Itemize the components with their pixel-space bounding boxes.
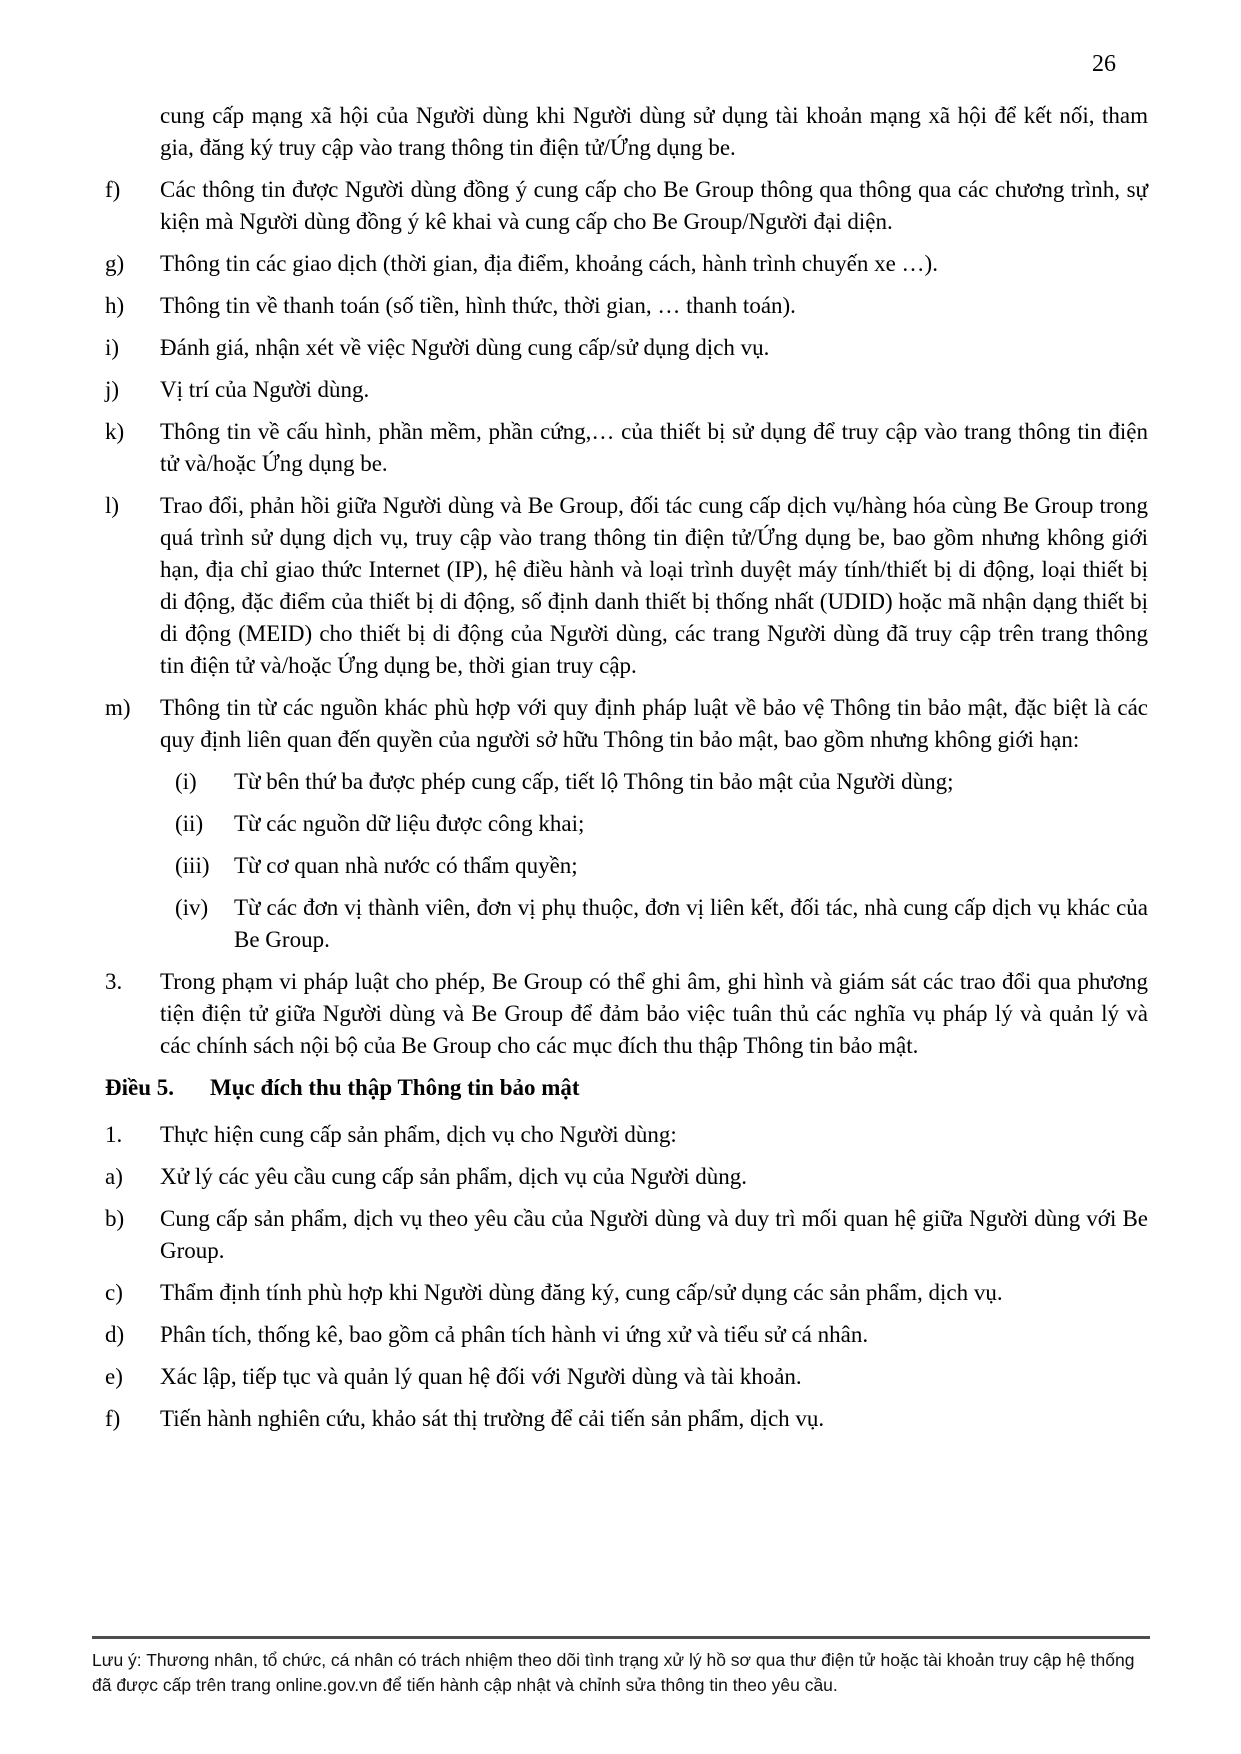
section-heading-label: Điều 5. [105, 1075, 174, 1100]
list-item-text: Trong phạm vi pháp luật cho phép, Be Group có thể ghi âm, ghi hình và giám sát các trao đổi qua phương tiện điện tử giữa Người dùng và Be Group để đảm bảo việc tuân thủ các nghĩa vụ pháp lý và quản lý và các chính sách nội bộ của Be Group cho các mục đích thu thập Thông tin bảo mật. [160, 969, 1148, 1058]
list-item-text: Trao đổi, phản hồi giữa Người dùng và Be Group, đối tác cung cấp dịch vụ/hàng hóa cùng Be Group trong quá trình sử dụng dịch vụ, truy cập vào trang thông tin điện tử/Ứng dụng be, bao gồm nhưng không giới hạn, địa chỉ giao thức Internet (IP), hệ điều hành và loại trình duyệt máy tính/thiết bị di động, loại thiết bị di động, đặc điểm của thiết bị di động, số định danh thiết bị thống nhất (UDID) hoặc mã nhận dạng thiết bị di động (MEID) cho thiết bị di động của Người dùng, các trang Người dùng đã truy cập trên trang thông tin điện tử và/hoặc Ứng dụng be, thời gian truy cập. [160, 493, 1148, 678]
list-item-text: Các thông tin được Người dùng đồng ý cung cấp cho Be Group thông qua thông qua các chương trình, sự kiện mà Người dùng đồng ý kê khai và cung cấp cho Be Group/Người đại diện. [160, 177, 1148, 234]
list-item-label: (iv) [175, 895, 209, 920]
list-item [105, 1119, 1148, 1151]
list-item [105, 1319, 1148, 1351]
section-heading-text: Mục đích thu thập Thông tin bảo mật [210, 1075, 580, 1100]
document-body [105, 100, 1148, 1445]
list-item [105, 174, 1148, 238]
section-heading [105, 1072, 1148, 1104]
list-item [105, 416, 1148, 480]
list-item [105, 1161, 1148, 1193]
list-item-label: i) [105, 335, 120, 360]
list-item-label: (ii) [175, 811, 204, 836]
list-item-label: c) [105, 1280, 123, 1305]
list-item-label: (iii) [175, 853, 210, 878]
list-item-text: Thực hiện cung cấp sản phẩm, dịch vụ cho Người dùng: [160, 1122, 677, 1147]
list-item-text: Xác lập, tiếp tục và quản lý quan hệ đối với Người dùng và tài khoản. [160, 1364, 802, 1389]
list-item [105, 1361, 1148, 1393]
list-item-label: 3. [105, 969, 123, 994]
list-item-text: Từ các nguồn dữ liệu được công khai; [234, 811, 585, 836]
list-item-text: Thẩm định tính phù hợp khi Người dùng đăng ký, cung cấp/sử dụng các sản phẩm, dịch vụ. [160, 1280, 1003, 1305]
list-item-label: (i) [175, 769, 197, 794]
list-item-text: Đánh giá, nhận xét về việc Người dùng cung cấp/sử dụng dịch vụ. [160, 335, 770, 360]
list-item-text: Từ cơ quan nhà nước có thẩm quyền; [234, 853, 578, 878]
list-item-label: 1. [105, 1122, 123, 1147]
list-item-text: cung cấp mạng xã hội của Người dùng khi Người dùng sử dụng tài khoản mạng xã hội để kết nối, tham gia, đăng ký truy cập vào trang thông tin điện tử/Ứng dụng be. [160, 103, 1148, 160]
list-item-label: k) [105, 419, 125, 444]
list-item-label: j) [105, 377, 120, 402]
list-item [105, 1203, 1148, 1267]
list-item [105, 290, 1148, 322]
list-item [105, 332, 1148, 364]
list-item-text: Tiến hành nghiên cứu, khảo sát thị trường để cải tiến sản phẩm, dịch vụ. [160, 1406, 825, 1431]
list-item [105, 692, 1148, 756]
list-item-text: Thông tin về thanh toán (số tiền, hình thức, thời gian, … thanh toán). [160, 293, 796, 318]
list-item-label: m) [105, 695, 131, 720]
list-item [105, 248, 1148, 280]
list-item-label: a) [105, 1164, 123, 1189]
list-item-label: b) [105, 1206, 125, 1231]
list-item-label: d) [105, 1322, 125, 1347]
list-item [105, 966, 1148, 1062]
list-item-label: l) [105, 493, 120, 518]
list-item-text: Cung cấp sản phẩm, dịch vụ theo yêu cầu của Người dùng và duy trì mối quan hệ giữa Người dùng với Be Group. [160, 1206, 1148, 1263]
list-item-label: e) [105, 1364, 123, 1389]
list-item-label: h) [105, 293, 125, 318]
paragraph-continuation [105, 100, 1148, 164]
list-item-text: Từ bên thứ ba được phép cung cấp, tiết lộ Thông tin bảo mật của Người dùng; [234, 769, 954, 794]
list-item-label: f) [105, 177, 121, 202]
list-item [105, 1403, 1148, 1435]
list-item-text: Thông tin từ các nguồn khác phù hợp với quy định pháp luật về bảo vệ Thông tin bảo mật, đặc biệt là các quy định liên quan đến quyền của người sở hữu Thông tin bảo mật, bao gồm nhưng không giới hạn: [160, 695, 1148, 752]
list-item-label: f) [105, 1406, 121, 1431]
page-footer [92, 1636, 1150, 1698]
list-item [105, 1277, 1148, 1309]
sub-list-item [175, 850, 1148, 882]
list-item-text: Thông tin các giao dịch (thời gian, địa điểm, khoảng cách, hành trình chuyến xe …). [160, 251, 938, 276]
list-item [105, 374, 1148, 406]
footer-note: Lưu ý: Thương nhân, tổ chức, cá nhân có trách nhiệm theo dõi tình trạng xử lý hồ sơ qua thư điện tử hoặc tài khoản truy cập hệ thống đã được cấp trên trang online.gov.vn để tiến hành cập nhật và chỉnh sửa thông tin theo yêu cầu. [92, 1650, 1135, 1695]
page-number: 26 [1092, 51, 1116, 77]
list-item-text: Thông tin về cấu hình, phần mềm, phần cứng,… của thiết bị sử dụng để truy cập vào trang thông tin điện tử và/hoặc Ứng dụng be. [160, 419, 1148, 476]
list-item-text: Xử lý các yêu cầu cung cấp sản phẩm, dịch vụ của Người dùng. [160, 1164, 747, 1189]
list-item-label: g) [105, 251, 125, 276]
sub-list-item [175, 766, 1148, 798]
list-item-text: Vị trí của Người dùng. [160, 377, 370, 402]
list-item [105, 490, 1148, 682]
sub-list-item [175, 808, 1148, 840]
list-item-text: Phân tích, thống kê, bao gồm cả phân tích hành vi ứng xử và tiểu sử cá nhân. [160, 1322, 869, 1347]
list-item-text: Từ các đơn vị thành viên, đơn vị phụ thuộc, đơn vị liên kết, đối tác, nhà cung cấp dịch vụ khác của Be Group. [234, 895, 1148, 952]
sub-list-item [175, 892, 1148, 956]
